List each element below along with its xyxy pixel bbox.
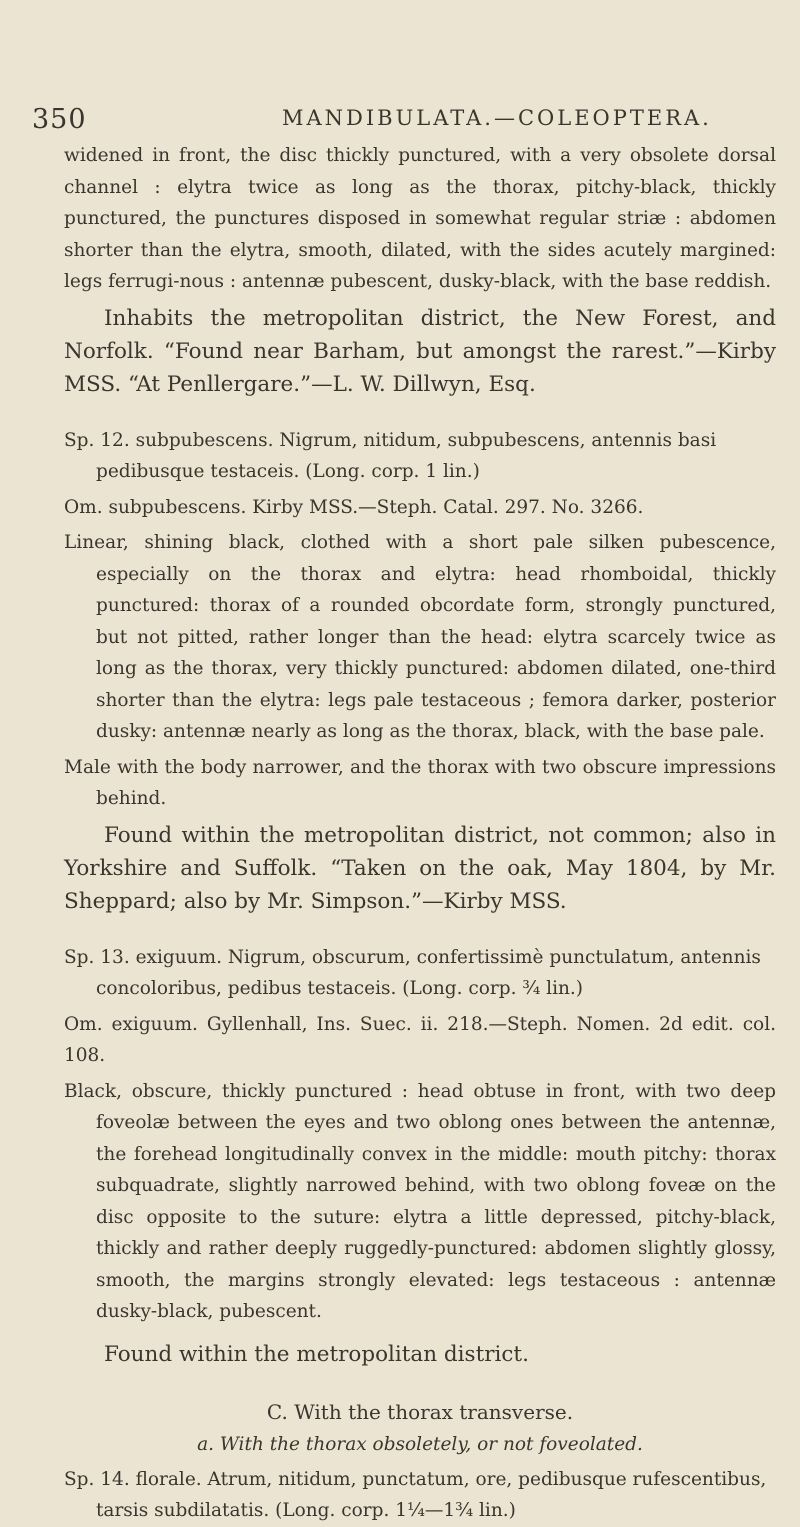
- running-head: MANDIBULATA.—COLEOPTERA.: [282, 106, 712, 130]
- species-14-heading: Sp. 14. florale. Atrum, nitidum, punctatum, ore, pedibusque rufescentibus, tarsis subdilatatis. (Long. corp. 1¼—1¾ lin.): [64, 1468, 767, 1521]
- species-12-habitat: Found within the metropolitan district, not common; also in Yorkshire and Suffolk. “Taken on the oak, May 1804, by Mr. Sheppard; also by Mr. Simpson.”—Kirby MSS.: [64, 822, 776, 914]
- species-12-synonymy: Om. subpubescens. Kirby MSS.—Steph. Catal. 297. No. 3266.: [64, 496, 644, 518]
- species-13-synonymy: Om. exiguum. Gyllenhall, Ins. Suec. ii. 218.—Steph. Nomen. 2d edit. col. 108.: [64, 1013, 776, 1066]
- species-13-heading: Sp. 13. exiguum. Nigrum, obscurum, confertissimè punctulatum, antennis concoloribus, pedibus testaceis. (Long. corp. ¾ lin.): [64, 946, 761, 999]
- species-12-heading: Sp. 12. subpubescens. Nigrum, nitidum, subpubescens, antennis basi pedibusque testaceis. (Long. corp. 1 lin.): [64, 429, 717, 482]
- species-13-habitat: Found within the metropolitan district.: [104, 1341, 529, 1367]
- species-12-description: Linear, shining black, clothed with a short pale silken pubescence, especially on the thorax and elytra: head rhomboidal, thickly punctured: thorax of a rounded obcordate form, strongly punctured, but not pitted, rather longer than the head: elytra scarcely twice as long as the thorax, very thickly punctured: abdomen dilated, one-third shorter than the elytra: legs pale testaceous ; femora darker, posterior dusky: antennæ nearly as long as the thorax, black, with the base pale.: [64, 532, 776, 742]
- section-c-heading: C. With the thorax transverse.: [266, 1399, 574, 1424]
- paragraph-description-continued: widened in front, the disc thickly punctured, with a very obsolete dorsal channel : elytra twice as long as the thorax, pitchy-black, thickly punctured, the punctures disposed in somewhat regular striæ : abdomen shorter than the elytra, smooth, dilated, with the sides acutely margined: legs ferrugi-nous : antennæ pubescent, dusky-black, with the base reddish.: [64, 145, 776, 292]
- paragraph-habitat: Inhabits the metropolitan district, the New Forest, and Norfolk. “Found near Barham, but amongst the rarest.”—Kirby MSS. “At Penllergare.”—L. W. Dillwyn, Esq.: [64, 305, 776, 397]
- species-12-male: Male with the body narrower, and the thorax with two obscure impressions behind.: [64, 756, 776, 809]
- page-header: [32, 104, 772, 134]
- subsection-a-heading: a. With the thorax obsoletely, or not foveolated.: [197, 1433, 643, 1455]
- species-13-description: Black, obscure, thickly punctured : head obtuse in front, with two deep foveolæ between the eyes and two oblong ones between the antennæ, the forehead longitudinally convex in the middle: mouth pitchy: thorax subquadrate, slightly narrowed behind, with two oblong foveæ on the disc opposite to the suture: elytra a little depressed, pitchy-black, thickly and rather deeply ruggedly-punctured: abdomen slightly glossy, smooth, the margins strongly elevated: legs testaceous : antennæ dusky-black, pubescent.: [64, 1080, 776, 1322]
- page-number: 350: [32, 104, 87, 135]
- page-body: [64, 140, 776, 1527]
